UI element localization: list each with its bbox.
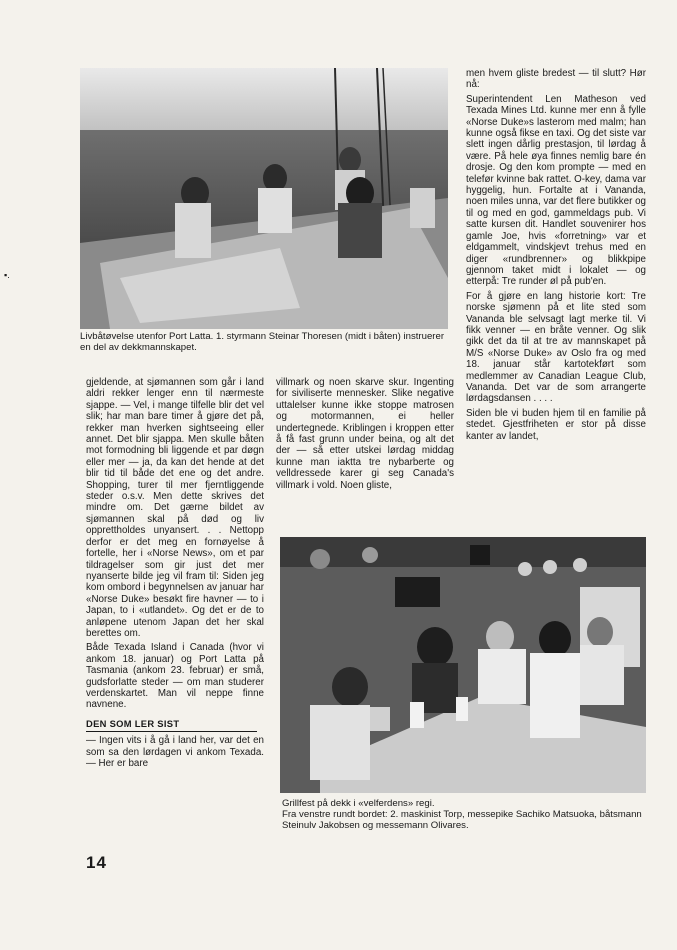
col3-paragraph-2: Superintendent Len Matheson ved Texada Mines Ltd. kunne mer enn å fylle «Norse Duke»s lasterom med malm; han kunne også fikse en taxi. Og det siste var slett ingen dårlig prestasjon, til lørdag å være. På hele øya finnes nemlig bare én drosje. Og den kom prompte — med en telefør kvinne bak rattet. O-key, dama var hyggelig, hun. Fortalte at i Vananda, noen miles unna, var det flere butikker og til og med en god, gammeldags pub. Vi satte kursen dit. Handlet souvenirer hos gamle Joe, hvis «forretning» var et eldgammelt, vindskjevt trehus med en diger «rundbrenner» og blikkpipe gjennom taket midt i lokalet — og etterpå: Tre runder øl på pub'en. xyxy=(466,93,646,288)
col2-paragraph-1: villmark og noen skarve skur. Ingenting for siviliserte mennesker. Slike negative uttalelser kunne ikke stoppe matrosen og motormannen, ei heller undertegnede. Kriblingen i kroppen etter å få fast grunn under beina, og alt det der — så etter utskei lørdag middag kunne man iaktta tre nybarberte og velldressede karer gi seg Canada's villmark i vold. Noen gliste, xyxy=(276,377,454,491)
photo-bottom-caption-title: Grillfest på dekk i «velferdens» regi. xyxy=(282,798,435,809)
col1-paragraph-1: gjeldende, at sjømannen som går i land aldri rekker lenger enn til nærmeste sjappe. — Vel, i mange tilfelle blir det vel slik; har man bare timer å gjøre det på, rekker man hverken sightseeing eller annet. Det blir sjappa. Men skulle båten mot formodning bli liggende et par døgn eller mer — ja, da kan det hende at det blir tid til både det ene og det andre. Shopping, turer til mer fjerntliggende steder o.s.v. Men dette skrives det mindre om. Det gærne bildet av sjømannen skal på død og liv opprettholdes unyansert. . . Nettopp derfor er det meg en fornøyelse å fortelle, her i «Norse News», om et par tildragelser som gir just det mer nyanserte bilde jeg vil fram til: Siden jeg kom ombord i begynnelsen av januar har «Norse Duke» besøkt fire havner — to i Japan, to i «utlandet». Og det er de to anløpene utenom Japan det her skal berettes om. xyxy=(86,377,264,639)
col1-paragraph-2: Både Texada Island i Canada (hvor vi ankom 18. januar) og Port Latta på Tasmania (ankom 23. februar) er små, gudsforlatte steder — om man studerer verdenskartet. Man vil neppe finne navnene. xyxy=(86,642,264,711)
photo-bottom-caption xyxy=(282,798,646,832)
section-heading: DEN SOM LER SIST xyxy=(86,717,180,729)
photo-grill-party xyxy=(280,537,646,793)
photo-top-caption: Livbåtøvelse utenfor Port Latta. 1. styrmann Steinar Thoresen (midt i båten) instruerer en del av dekkmannskapet. xyxy=(80,331,445,354)
col3-paragraph-3: For å gjøre en lang historie kort: Tre norske sjømenn på et lite sted som Vananda ble selvsagt lagt merke til. Vi fikk venner — en bråte venner. Og slik gikk det da til at tre av mannskapet på M/S «Norse Duke» av Oslo fra og med 18. januar står kartotekført som medlemmer av Canadian League Club, Vananda. Det var de som arrangerte lørdagsdansen . . . . xyxy=(466,290,646,405)
column-1 xyxy=(86,377,264,772)
grill-party-photo-image xyxy=(280,537,646,793)
margin-mark: ▪. xyxy=(4,270,10,280)
photo-bottom-caption-names: Fra venstre rundt bordet: 2. maskinist Torp, messepike Sachiko Matsuoka, båtsmann Steinulv Jakobsen og messemann Olivares. xyxy=(282,809,642,832)
photo-lifeboat-drill xyxy=(80,68,448,329)
col1-paragraph-3: — Ingen vits i å gå i land her, var det en som sa den lørdagen vi ankom Texada. — Her er bare xyxy=(86,735,264,769)
lifeboat-photo-image xyxy=(80,68,448,329)
column-3 xyxy=(466,68,646,445)
heading-rule xyxy=(86,731,257,732)
col3-paragraph-1: men hvem gliste bredest — til slutt? Hør nå: xyxy=(466,68,646,91)
column-2 xyxy=(276,377,454,494)
page-number: 14 xyxy=(86,853,107,872)
col3-paragraph-4: Siden ble vi buden hjem til en familie på stedet. Gjestfriheten er stor på disse kanter av landet, xyxy=(466,407,646,442)
